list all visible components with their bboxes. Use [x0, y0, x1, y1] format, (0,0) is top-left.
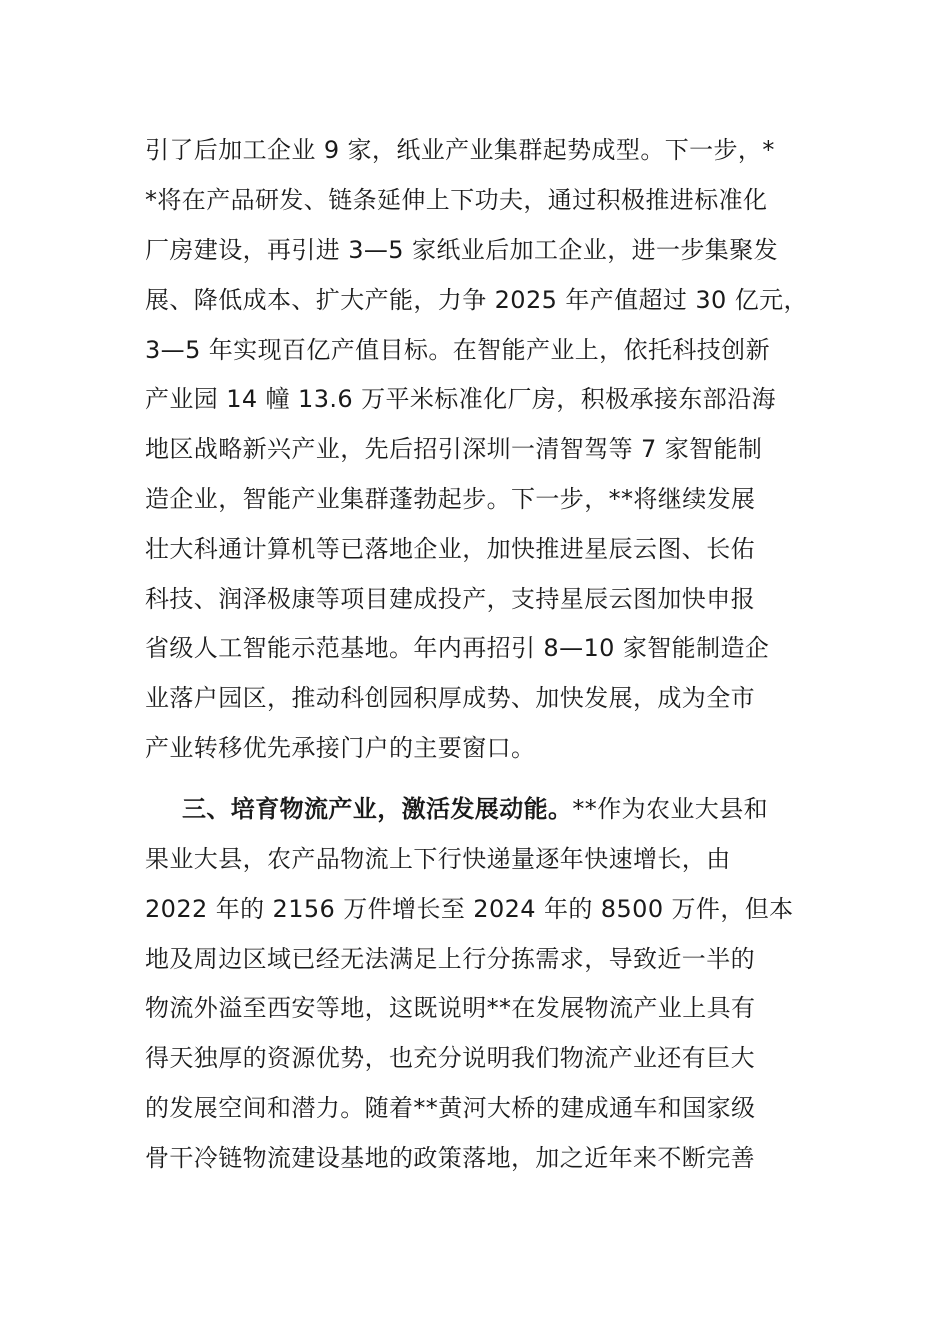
- paragraph-line: 地及周边区域已经无法满足上行分拣需求，导致近一半的: [145, 945, 755, 973]
- paragraph-line: 物流外溢至西安等地，这既说明**在发展物流产业上具有: [145, 994, 756, 1022]
- section-heading: 三、培育物流产业，激活发展动能。: [182, 795, 573, 823]
- paragraph-line: 骨干冷链物流建设基地的政策落地，加之近年来不断完善: [145, 1144, 755, 1172]
- paragraph-line: 地区战略新兴产业，先后招引深圳一清智驾等 7 家智能制: [145, 435, 763, 463]
- paragraph-line: 展、降低成本、扩大产能，力争 2025 年产值超过 30 亿元，: [145, 286, 808, 314]
- paragraph-line: 得天独厚的资源优势，也充分说明我们物流产业还有巨大: [145, 1044, 755, 1072]
- paragraph-first-line: [182, 784, 835, 834]
- paragraph-line: 科技、润泽极康等项目建成投产，支持星辰云图加快申报: [145, 585, 755, 613]
- paragraph-line: 省级人工智能示范基地。年内再招引 8—10 家智能制造企: [145, 634, 770, 662]
- paragraph-line: 果业大县，农产品物流上下行快递量逐年快速增长，由: [145, 845, 731, 873]
- paragraph-line: 厂房建设，再引进 3—5 家纸业后加工企业，进一步集聚发: [145, 236, 778, 264]
- paragraph-line: 壮大科通计算机等已落地企业，加快推进星辰云图、长佑: [145, 535, 755, 563]
- paragraph-line: 3—5 年实现百亿产值目标。在智能产业上，依托科技创新: [145, 336, 770, 364]
- paragraph-line: 造企业，智能产业集群蓬勃起步。下一步，**将继续发展: [145, 485, 756, 513]
- paragraph-line: 2022 年的 2156 万件增长至 2024 年的 8500 万件，但本: [145, 895, 794, 923]
- paragraph-line: 业落户园区，推动科创园积厚成势、加快发展，成为全市: [145, 684, 755, 712]
- paragraph-line: 产业转移优先承接门户的主要窗口。: [145, 734, 536, 762]
- paragraph-text: **作为农业大县和: [572, 795, 769, 823]
- paragraph-line: 产业园 14 幢 13.6 万平米标准化厂房，积极承接东部沿海: [145, 385, 776, 413]
- paragraph-line: *将在产品研发、链条延伸上下功夫，通过积极推进标准化: [145, 186, 768, 214]
- paragraph-line: 的发展空间和潜力。随着**黄河大桥的建成通车和国家级: [145, 1094, 756, 1122]
- paragraph-line: 引了后加工企业 9 家，纸业产业集群起势成型。下一步，*: [145, 136, 775, 164]
